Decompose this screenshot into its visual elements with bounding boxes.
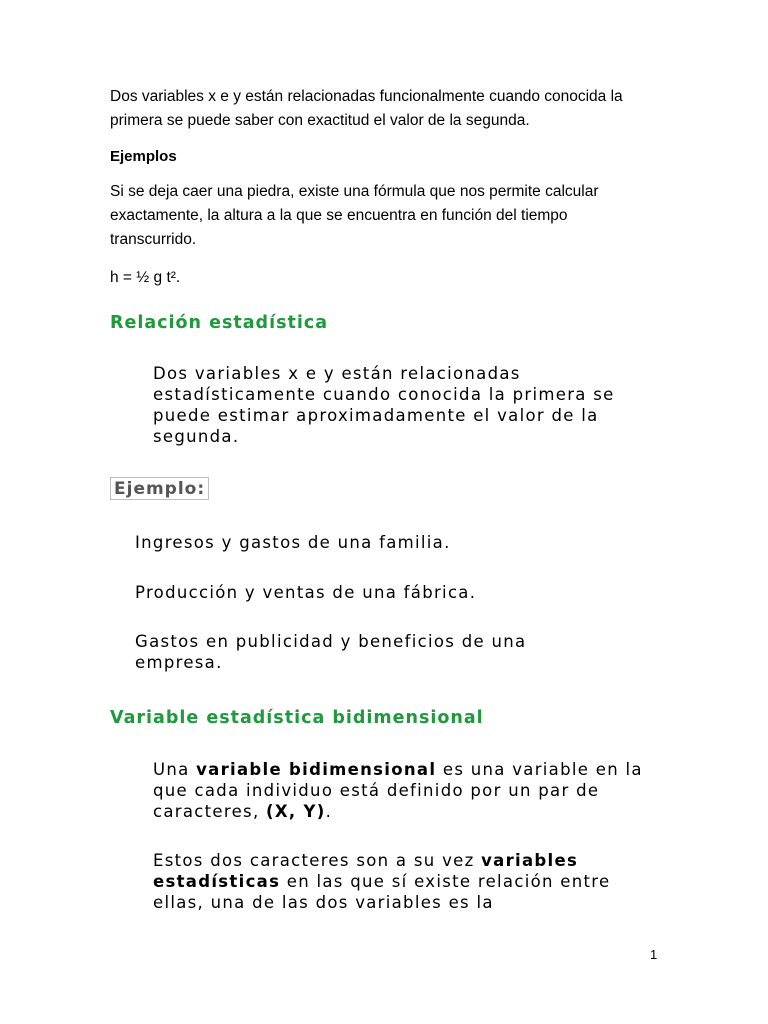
text-span: Una	[153, 760, 197, 779]
example-item: Ingresos y gastos de una familia.	[135, 533, 451, 552]
bidimensional-paragraph-2	[153, 850, 643, 913]
example-item: Gastos en publicidad y beneficios de una empresa.	[135, 632, 527, 672]
relacion-definition: Dos variables x e y están relacionadas estadísticamente cuando conocida la primera se puede estimar aproximadamente el valor de la segunda.	[153, 364, 615, 446]
bidimensional-paragraph-1	[153, 759, 643, 822]
text-span: Estos dos caracteres son a su vez	[153, 851, 482, 870]
bold-term: variable bidimensional	[196, 760, 437, 779]
intro-paragraph-1: Dos variables x e y están relacionadas funcionalmente cuando conocida la primera se puede saber con exactitud el valor de la segunda.	[110, 88, 623, 129]
ejemplo-label: Ejemplo:	[110, 477, 209, 500]
bidimensional-heading: Variable estadística bidimensional	[110, 708, 484, 728]
ejemplos-heading: Ejemplos	[110, 148, 177, 165]
page-number: 1	[650, 947, 658, 962]
text-span: en las que sí existe relación entre ellas, una de las dos variables es la	[153, 872, 611, 912]
text-span: es una variable en la que cada individuo está definido por un par de caracteres,	[153, 760, 643, 821]
example-item: Producción y ventas de una fábrica.	[135, 583, 477, 602]
intro-paragraph-2: Si se deja caer una piedra, existe una fórmula que nos permite calcular exactamente, la altura a la que se encuentra en función del tiempo transcurrido.	[110, 183, 599, 248]
bold-term: (X, Y)	[266, 802, 326, 821]
text-span: .	[325, 802, 333, 821]
bold-term: variables estadísticas	[153, 851, 579, 891]
relacion-heading: Relación estadística	[110, 313, 329, 333]
formula: h = ½ g t².	[110, 269, 181, 286]
